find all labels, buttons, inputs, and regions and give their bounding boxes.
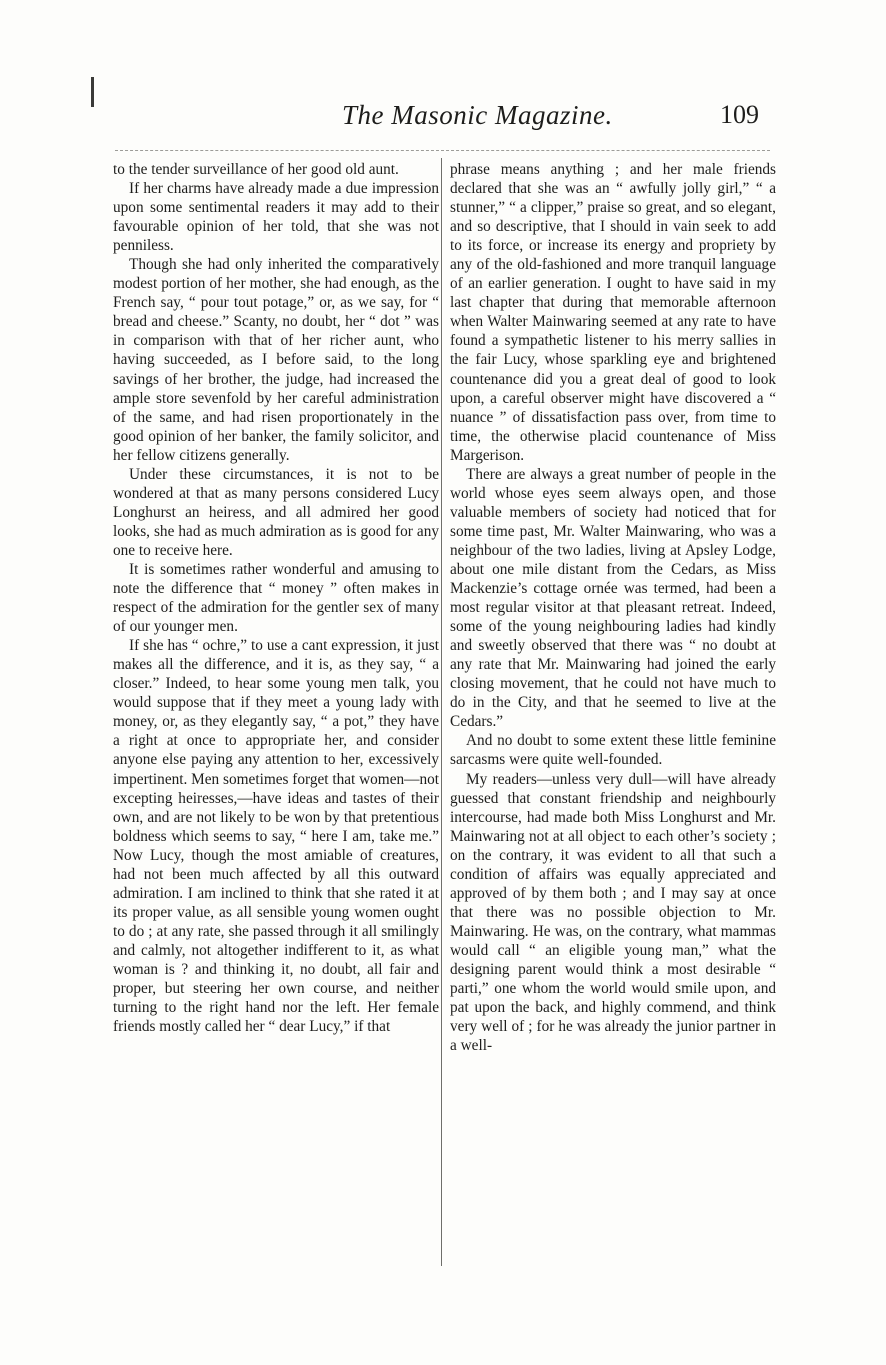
- column-rule: [441, 158, 442, 1266]
- page-header: [110, 70, 810, 140]
- page-number: 109: [720, 100, 759, 129]
- header-rule: [115, 150, 770, 151]
- paragraph: If she has “ ochre,” to use a cant expression, it just makes all the difference, and it is, as they say, “ a closer.” Indeed, to hear some young men talk, you would suppose that if they meet a young lady with money, or, as they elegantly say, “ a pot,” they have a right at once to appropriate her, and consider anyone else paying any attention to her, excessively impertinent. Men sometimes forget that women—not excepting heiresses,—have ideas and tastes of their own, and are not likely to be won by that pretentious boldness which seems to say, “ here I am, take me.” Now Lucy, though the most amiable of creatures, had not been much affected by all this outward admiration. I am inclined to think that she rated it at its proper value, as all sensible young women ought to do ; at any rate, she passed through it all smilingly and calmly, not altogether indifferent to it, as what woman is ? and thinking it, no doubt, all fair and proper, but steering her own course, and neither turning to the right hand nor the left. Her female friends mostly called her “ dear Lucy,” if that: [113, 637, 439, 1036]
- paragraph: There are always a great number of people in the world whose eyes seem always open, and those valuable members of society had noticed that for some time past, Mr. Walter Mainwaring, who was a neighbour of the two ladies, living at Apsley Lodge, about one mile distant from the Cedars, as Miss Mackenzie’s cottage ornée was termed, had been a most regular visitor at that pleasant retreat. Indeed, some of the young neighbouring ladies had kindly and sweetly observed that there was “ no doubt at any rate that Mr. Mainwaring had joined the early closing movement, that he could not have much to do in the City, and that he seemed to live at the Cedars.”: [450, 465, 776, 731]
- paragraph: phrase means anything ; and her male friends declared that she was an “ awfully jolly girl,” “ a stunner,” “ a clipper,” praise so great, and so elegant, and so descriptive, that I should in vain seek to add to its force, or increase its energy and propriety by any of the old-fashioned and more tranquil language of an earlier generation. I ought to have said in my last chapter that during that memorable afternoon when Walter Mainwaring seemed at any rate to have found a sympathetic listener to his merry sallies in the fair Lucy, whose sparkling eye and brightened countenance did you a great deal of good to look upon, a careful observer might have discovered a “ nuance ” of dissatisfaction pass over, from time to time, the otherwise placid countenance of Miss Margerison.: [450, 161, 776, 464]
- left-column: [113, 160, 439, 1036]
- right-column: [450, 160, 776, 1055]
- paragraph: If her charms have already made a due impression upon some sentimental readers it may add to their favourable opinion of her told, that she was not penniless.: [113, 180, 439, 255]
- running-title: The Masonic Magazine.: [342, 100, 613, 130]
- paragraph: Though she had only inherited the comparatively modest portion of her mother, she had enough, as the French say, “ pour tout potage,” or, as we say, for “ bread and cheese.” Scanty, no doubt, her “ dot ” was in comparison with that of her richer aunt, who having succeeded, as I before said, to the long savings of her brother, the judge, had increased the ample store sevenfold by her careful administration of the same, and had risen proportionately in the good opinion of her banker, the family solicitor, and her fellow citizens generally.: [113, 256, 439, 464]
- paragraph: to the tender surveillance of her good old aunt.: [113, 161, 399, 178]
- paragraph: It is sometimes rather wonderful and amusing to note the difference that “ money ” often makes in respect of the admiration for the gentler sex of many of our younger men.: [113, 560, 439, 636]
- margin-mark: [91, 77, 94, 107]
- paragraph: Under these circumstances, it is not to be wondered at that as many persons considered Lucy Longhurst an heiress, and all admired her good looks, she had as much admiration as is good for any one to receive here.: [113, 465, 439, 559]
- paragraph: And no doubt to some extent these little feminine sarcasms were quite well-founded.: [450, 732, 776, 769]
- paragraph: My readers—unless very dull—will have already guessed that constant friendship and neighbourly intercourse, had made both Miss Longhurst and Mr. Mainwaring not at all object to each other’s society ; on the contrary, it was evident to all that such a condition of affairs was equally appreciated and approved of by them both ; and I may say at once that there was no possible objection to Mr. Mainwaring. He was, on the contrary, what mammas would call “ an eligible young man,” what the designing parent would think a most desirable “ parti,” one whom the world would smile upon, and pat upon the back, and highly commend, and think very well of ; for he was already the junior partner in a well-: [450, 770, 776, 1055]
